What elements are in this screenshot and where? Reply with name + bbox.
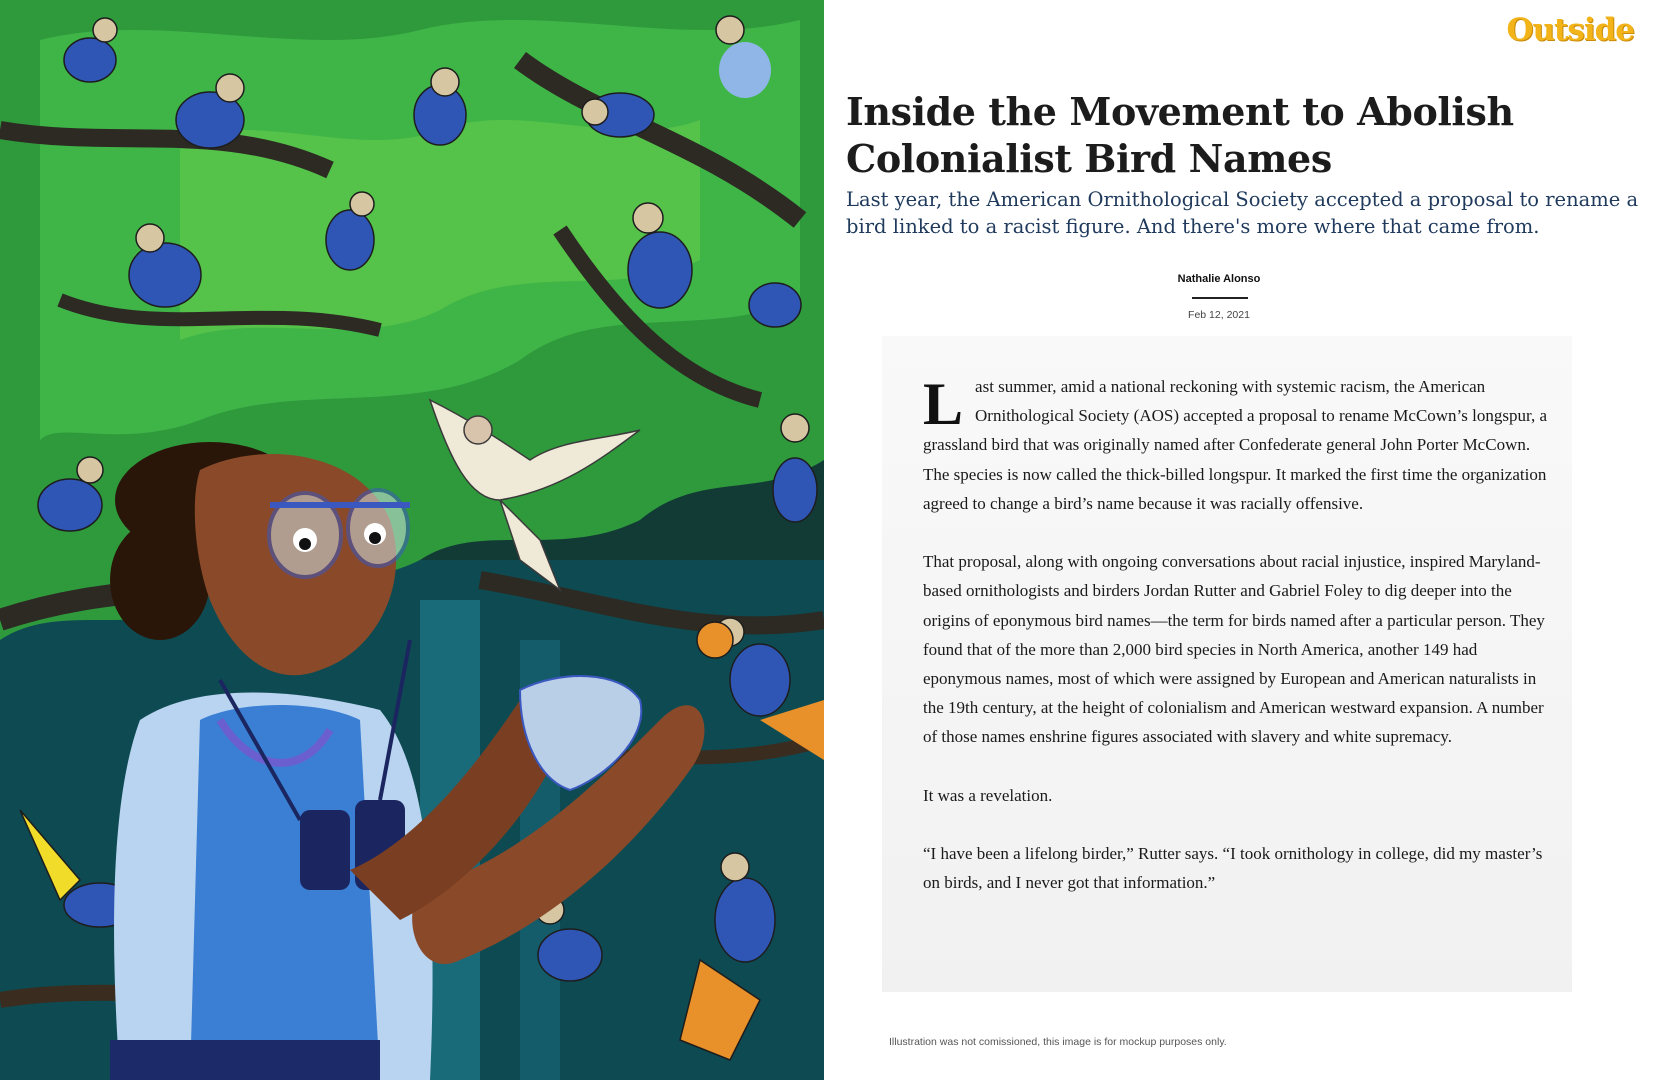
article-column	[824, 0, 1654, 1080]
publish-date: Feb 12, 2021	[1188, 309, 1250, 321]
outside-logo[interactable]: Outside	[1506, 12, 1634, 48]
author-name[interactable]: Nathalie Alonso	[1177, 273, 1261, 285]
body-paragraph-3: It was a revelation.	[923, 785, 1053, 805]
hero-illustration	[0, 0, 824, 1080]
article-headline: Inside the Movement to Abolish Colonialist Bird Names	[846, 89, 1514, 181]
article-body	[923, 372, 1548, 927]
byline-divider	[1192, 297, 1248, 299]
mockup-disclaimer: Illustration was not comissioned, this image is for mockup purposes only.	[889, 1036, 1227, 1048]
body-paragraph-1-text: ast summer, amid a national reckoning with systemic racism, the American Ornithological Society (AOS) accepted a proposal to rename McCown’s longspur, a grassland bird that was originally named after Confederate general John Porter McCown. The species is now called the thick-billed longspur. It marked the first time the organization agreed to change a bird’s name because it was racially offensive.	[923, 377, 1548, 513]
body-paragraph-1	[923, 372, 1548, 518]
article-dek: Last year, the American Ornithological Society accepted a proposal to rename a bird linked to a racist figure. And there's more where that came from.	[846, 188, 1639, 238]
body-paragraph-2: That proposal, along with ongoing conversations about racial injustice, inspired Maryland-based ornithologists and birders Jordan Rutter and Gabriel Foley to dig deeper into the origins of eponymous bird names—the term for birds named after a particular person. They found that of the more than 2,000 bird species in North America, another 149 had eponymous names, most of which were assigned by European and American naturalists in the 19th century, at the height of colonialism and American westward expansion. A number of those names enshrine figures associated with slavery and white supremacy.	[923, 552, 1545, 747]
drop-cap: L	[923, 371, 964, 437]
body-paragraph-4: “I have been a lifelong birder,” Rutter says. “I took ornithology in college, did my master’s on birds, and I never got that information.”	[923, 844, 1543, 893]
article-body-card	[882, 336, 1572, 992]
